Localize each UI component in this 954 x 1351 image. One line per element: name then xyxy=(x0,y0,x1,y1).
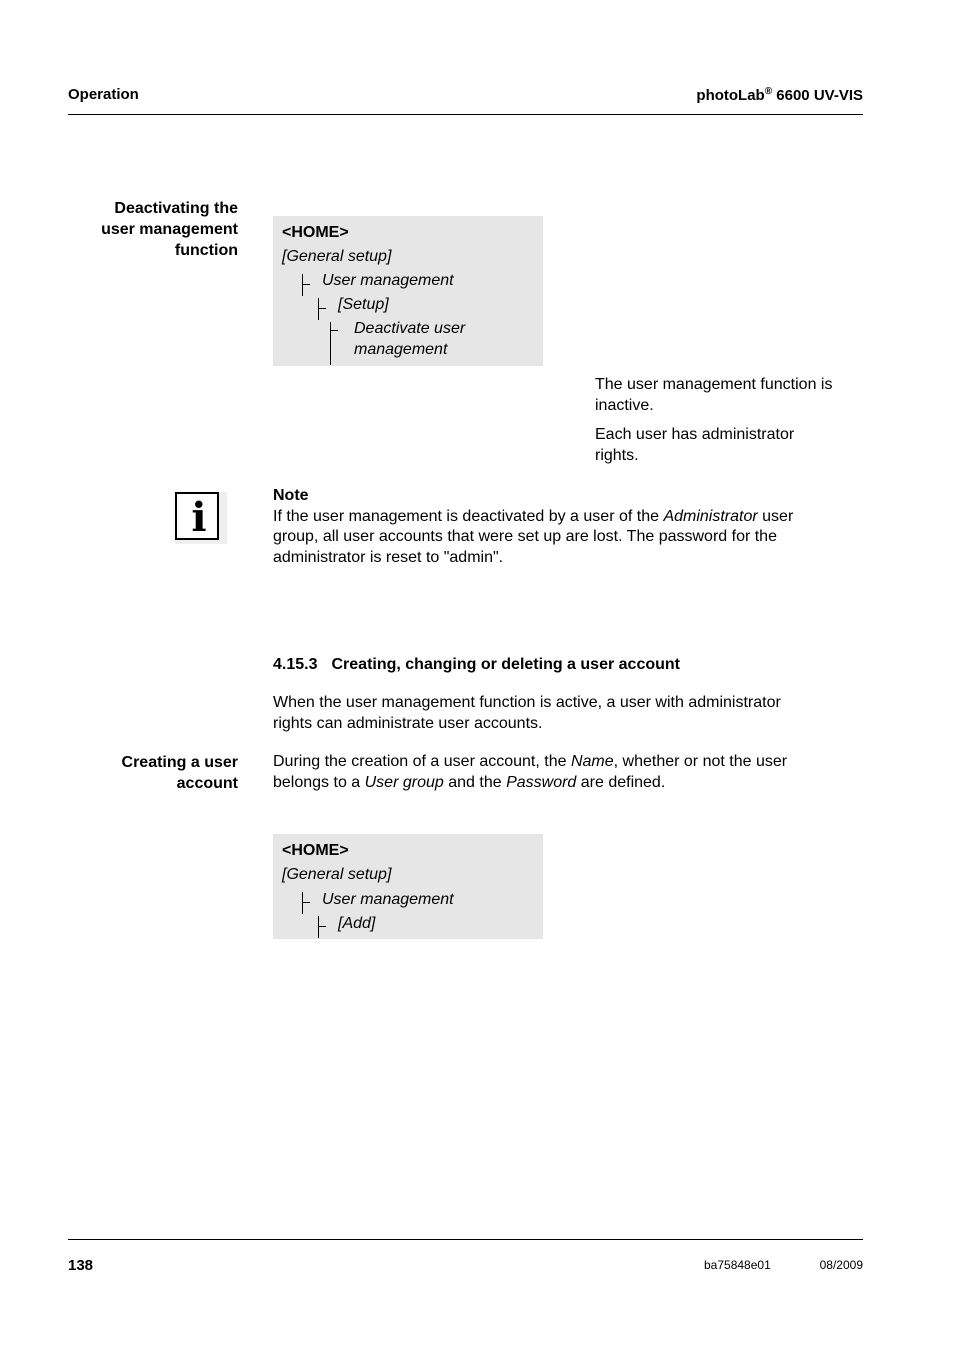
emphasis: Name xyxy=(570,753,614,770)
text: are defined. xyxy=(576,773,666,791)
text-line: The user management function is xyxy=(595,376,833,393)
section-intro xyxy=(273,693,781,734)
note-line xyxy=(273,507,793,528)
product-name: photoLab xyxy=(696,87,765,104)
note-emphasis: Administrator xyxy=(663,507,758,525)
section-title: Creating, changing or deleting a user account xyxy=(331,656,680,673)
text-line: rights. xyxy=(595,446,639,464)
menu-general-setup: [General setup] xyxy=(282,248,392,265)
note-line: group, all user accounts that were set up are lost. The password for the xyxy=(273,528,777,545)
creating-paragraph xyxy=(273,752,787,793)
text-line: Each user has administrator xyxy=(595,426,795,443)
menu-setup: [Setup] xyxy=(338,296,389,313)
side-heading-line: Creating a user xyxy=(121,754,238,771)
text-line xyxy=(273,773,787,794)
text: During the creation of a user account, the xyxy=(273,753,571,770)
tree-branch-line xyxy=(302,274,303,296)
result-paragraph-inactive xyxy=(595,375,832,416)
text: and the xyxy=(443,773,507,791)
section-heading xyxy=(273,656,680,674)
tree-branch-tick xyxy=(302,902,310,903)
header-section: Operation xyxy=(68,86,139,103)
menu-home: <HOME> xyxy=(282,224,349,241)
tree-branch-tick xyxy=(318,926,326,927)
menu-user-management: User management xyxy=(322,272,454,289)
header-product xyxy=(696,86,863,104)
menu-add: [Add] xyxy=(338,915,376,932)
side-heading-line: user management xyxy=(101,221,238,238)
tree-branch-line xyxy=(318,298,319,320)
menu-deactivate-line1: Deactivate user xyxy=(354,320,466,337)
menu-user-management: User management xyxy=(322,891,454,908)
info-icon xyxy=(175,492,227,544)
note-text: If the user management is deactivated by a user of the xyxy=(273,507,664,525)
document-date: 08/2009 xyxy=(819,1258,863,1272)
note-line: administrator is reset to "admin". xyxy=(273,548,504,566)
tree-branch-tick xyxy=(318,308,326,309)
info-icon-frame: i xyxy=(175,492,219,540)
note-title: Note xyxy=(273,487,309,504)
document-id: ba75848e01 xyxy=(704,1258,771,1272)
registered-mark: ® xyxy=(764,86,773,97)
product-model: 6600 UV-VIS xyxy=(772,87,863,104)
tree-branch-tick xyxy=(302,284,310,285)
menu-home: <HOME> xyxy=(282,842,349,859)
emphasis: User group xyxy=(364,773,444,791)
menu-path-deactivate xyxy=(273,216,543,366)
tree-branch-line xyxy=(330,322,331,365)
note-block xyxy=(273,486,793,568)
section-number: 4.15.3 xyxy=(273,656,318,673)
note-text: user xyxy=(757,507,794,525)
menu-path-add xyxy=(273,834,543,939)
side-heading-deactivating xyxy=(60,198,238,261)
side-heading-line: Deactivating the xyxy=(114,200,238,217)
side-heading-creating xyxy=(60,752,238,794)
text-line xyxy=(273,752,787,773)
menu-general-setup: [General setup] xyxy=(282,866,392,883)
tree-branch-line xyxy=(318,916,319,938)
text-line: When the user management function is active, a user with administrator xyxy=(273,694,781,711)
tree-branch-line xyxy=(302,892,303,914)
footer-rule xyxy=(68,1239,863,1240)
emphasis: Password xyxy=(506,773,577,791)
menu-deactivate-line2: management xyxy=(354,341,448,358)
tree-branch-tick xyxy=(330,330,338,331)
text-line: rights can administrate user accounts. xyxy=(273,714,543,732)
side-heading-line: account xyxy=(176,775,238,792)
header-rule xyxy=(68,114,863,115)
page-number: 138 xyxy=(68,1257,94,1274)
text-line: inactive. xyxy=(595,396,654,414)
side-heading-line: function xyxy=(174,242,238,259)
result-paragraph-rights xyxy=(595,425,794,466)
text: , whether or not the user xyxy=(613,753,788,770)
text: belongs to a xyxy=(273,773,365,791)
